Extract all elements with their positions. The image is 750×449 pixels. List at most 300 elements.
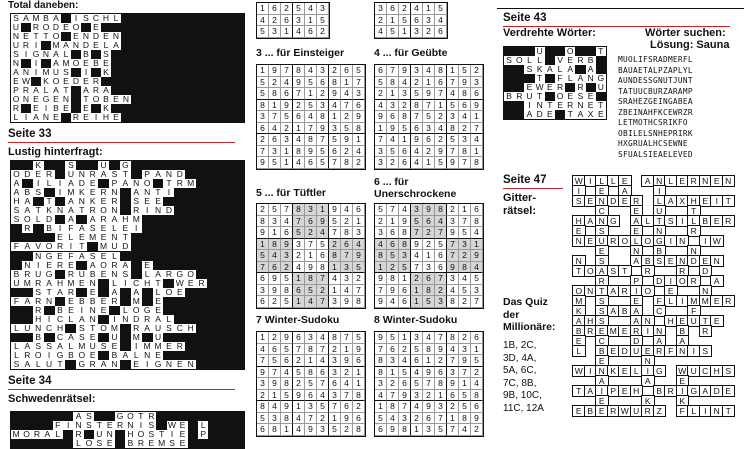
grid-cell: A — [608, 306, 620, 316]
grid-cell: I — [33, 261, 44, 270]
grid-cell: E — [11, 77, 21, 86]
sudoku-cell: 4 — [447, 344, 459, 356]
grid-cell — [700, 306, 712, 316]
verdrehte-woerter-label: Verdrehte Wörter: — [503, 27, 596, 39]
grid-cell: R — [109, 297, 120, 306]
grid-cell: T — [654, 216, 666, 226]
sudoku-cell: 2 — [257, 134, 269, 146]
sudoku-cell: 2 — [411, 413, 423, 425]
grid-cell: R — [575, 56, 585, 65]
crossword-grid-4 — [10, 411, 245, 449]
grid-cell: U — [52, 67, 60, 77]
grid-cell: A — [42, 430, 52, 439]
sudoku-cell: 5 — [411, 216, 423, 228]
sudoku-cell: 3 — [353, 227, 365, 239]
sudoku-cell: 2 — [329, 65, 341, 77]
grid-cell: S — [61, 68, 71, 77]
sudoku-cell: 4 — [399, 77, 411, 89]
sudoku-cell: 2 — [317, 413, 329, 425]
sudoku-cell: 9 — [423, 401, 435, 413]
sudoku-cell: 9 — [305, 262, 317, 274]
grid-cell: R — [665, 386, 677, 396]
grid-cell: D — [619, 346, 631, 356]
sudoku-cell: 4 — [375, 390, 387, 402]
grid-cell — [207, 233, 218, 242]
quiz-title-line: Millionäre: — [503, 321, 556, 333]
grid-cell: N — [44, 297, 55, 306]
sudoku-cell: 1 — [399, 26, 411, 38]
grid-cell: N — [22, 261, 33, 270]
sudoku-cell: 1 — [293, 401, 305, 413]
grid-cell — [207, 342, 218, 351]
grid-cell: L — [163, 315, 174, 324]
sudoku-cell: 1 — [447, 413, 459, 425]
sudoku-cell: 2 — [293, 250, 305, 262]
grid-cell: N — [711, 256, 723, 266]
grid-cell: E — [596, 246, 608, 256]
grid-cell: B — [22, 188, 33, 197]
grid-cell: N — [87, 279, 98, 288]
sudoku-cell: 8 — [317, 111, 329, 123]
grid-cell: E — [545, 110, 555, 119]
grid-cell — [700, 376, 712, 386]
grid-cell: E — [55, 252, 66, 261]
grid-cell: N — [82, 31, 90, 41]
grid-cell: I — [21, 50, 31, 59]
grid-cell — [619, 356, 631, 366]
sudoku-cell: 8 — [305, 344, 317, 356]
grid-cell: S — [101, 50, 111, 59]
grid-cell: D — [654, 276, 666, 286]
sudoku-cell: 5 — [281, 296, 293, 308]
grid-cell — [723, 346, 735, 356]
grid-cell: A — [109, 215, 120, 224]
grid-cell: M — [67, 187, 75, 197]
sudoku-cell: 2 — [459, 123, 471, 135]
sudoku-partial-2 — [374, 2, 448, 39]
sudoku-cell: 6 — [305, 390, 317, 402]
grid-cell — [174, 188, 185, 197]
grid-cell: R — [87, 170, 98, 179]
sudoku-cell: 2 — [281, 3, 293, 15]
sudoku-cell: 8 — [305, 134, 317, 146]
grid-cell: R — [65, 270, 76, 279]
sudoku-cell: 9 — [293, 77, 305, 89]
sudoku-cell: 2 — [269, 332, 281, 344]
grid-cell: U — [535, 47, 545, 56]
grid-cell — [153, 215, 164, 224]
grid-cell: E — [177, 421, 187, 430]
sudoku-cell: 5 — [411, 378, 423, 390]
sudoku-cell: 1 — [305, 355, 317, 367]
grid-cell: R — [32, 430, 42, 439]
grid-cell: L — [142, 270, 153, 279]
sudoku-cell: 5 — [387, 26, 399, 38]
sudoku-cell: 2 — [269, 77, 281, 89]
sudoku-cell: 3 — [411, 332, 423, 344]
grid-cell: L — [33, 360, 44, 369]
grid-cell: T — [535, 92, 545, 101]
sudoku-cell: 7 — [305, 239, 317, 251]
sudoku-cell: 4 — [305, 65, 317, 77]
sudoku-cell: 8 — [305, 367, 317, 379]
sudoku-8 — [374, 331, 484, 437]
grid-cell — [665, 406, 677, 416]
grid-cell — [174, 297, 185, 306]
sudoku-cell: 6 — [281, 88, 293, 100]
grid-cell — [642, 196, 654, 206]
sudoku-cell: 8 — [447, 296, 459, 308]
grid-cell: A — [153, 315, 164, 324]
grid-cell — [504, 101, 514, 110]
sudoku-cell: 9 — [471, 100, 483, 112]
sudoku-cell: 5 — [411, 344, 423, 356]
sudoku-cell: 7 — [293, 216, 305, 228]
sudoku-cell: 9 — [329, 204, 341, 216]
sudoku-cell: 8 — [375, 355, 387, 367]
sudoku-cell: 4 — [353, 239, 365, 251]
grid-cell: R — [631, 196, 643, 206]
grid-cell — [585, 276, 597, 286]
sudoku-cell: 7 — [269, 367, 281, 379]
sudoku-cell: 9 — [281, 239, 293, 251]
sudoku-cell: 2 — [423, 239, 435, 251]
grid-cell: I — [677, 216, 689, 226]
grid-cell — [208, 412, 218, 421]
sudoku-cell: 5 — [399, 367, 411, 379]
sudoku-cell: 1 — [423, 355, 435, 367]
grid-cell: U — [98, 161, 109, 170]
grid-cell — [688, 236, 700, 246]
sudoku-title-5: 5 ... für Tüftler — [256, 187, 327, 199]
grid-cell — [156, 412, 166, 421]
grid-cell: H — [688, 196, 700, 206]
sudoku-cell: 3 — [399, 88, 411, 100]
section-title-33: Seite 33 — [8, 127, 235, 143]
sudoku-cell: 8 — [411, 100, 423, 112]
grid-cell — [196, 315, 207, 324]
grid-cell: S — [596, 296, 608, 306]
sudoku-cell: 2 — [411, 273, 423, 285]
grid-cell: U — [596, 236, 608, 246]
sudoku-cell: 3 — [257, 111, 269, 123]
grid-cell — [677, 226, 689, 236]
sudoku-cell: 7 — [387, 390, 399, 402]
grid-cell — [619, 206, 631, 216]
grid-cell: F — [688, 306, 700, 316]
sudoku-cell: 1 — [459, 204, 471, 216]
grid-cell: N — [654, 326, 666, 336]
gitter-label-1: Gitter- — [503, 192, 536, 204]
sudoku-cell: 3 — [269, 146, 281, 158]
grid-cell: N — [535, 101, 545, 110]
grid-cell: L — [596, 176, 608, 186]
grid-cell — [631, 186, 643, 196]
grid-cell — [188, 421, 198, 430]
grid-cell: I — [71, 14, 81, 23]
sudoku-cell: 6 — [387, 111, 399, 123]
sudoku-cell: 3 — [459, 239, 471, 251]
grid-cell: O — [185, 270, 196, 279]
sudoku-cell: 4 — [305, 3, 317, 15]
sudoku-cell: 7 — [281, 65, 293, 77]
grid-cell — [185, 161, 196, 170]
sudoku-cell: 4 — [411, 401, 423, 413]
sudoku-cell: 2 — [435, 355, 447, 367]
grid-cell — [723, 226, 735, 236]
sudoku-cell: 8 — [257, 216, 269, 228]
sudoku-cell: 7 — [447, 355, 459, 367]
grid-cell — [207, 288, 218, 297]
grid-cell: E — [665, 256, 677, 266]
sudoku-cell: 1 — [399, 134, 411, 146]
grid-cell — [207, 197, 218, 206]
grid-cell: N — [586, 74, 596, 83]
sudoku-cell: 4 — [317, 332, 329, 344]
grid-cell: R — [555, 83, 565, 92]
grid-cell — [53, 439, 63, 448]
sudoku-cell: 6 — [459, 100, 471, 112]
word-search-row: SRAHEZGEINGABEA — [618, 97, 693, 106]
grid-cell — [111, 50, 121, 59]
grid-cell: I — [167, 430, 177, 439]
grid-cell: M — [78, 341, 86, 351]
grid-cell: L — [11, 113, 21, 122]
sudoku-cell: 3 — [329, 355, 341, 367]
grid-cell — [163, 242, 174, 251]
grid-cell: L — [565, 74, 575, 83]
grid-cell: M — [89, 232, 97, 242]
sudoku-cell: 1 — [375, 262, 387, 274]
grid-cell: S — [76, 324, 87, 333]
grid-cell: U — [631, 346, 643, 356]
grid-cell — [723, 316, 735, 326]
grid-cell — [585, 346, 597, 356]
grid-cell — [163, 215, 174, 224]
grid-cell — [111, 68, 121, 77]
sudoku-cell: 5 — [317, 146, 329, 158]
sudoku-cell: 4 — [459, 424, 471, 436]
sudoku-cell: 4 — [447, 285, 459, 297]
grid-cell: D — [52, 22, 60, 32]
sudoku-cell: 7 — [459, 157, 471, 169]
grid-cell: R — [514, 92, 524, 101]
grid-cell — [22, 306, 33, 315]
grid-cell: R — [688, 276, 700, 286]
grid-cell: E — [153, 306, 164, 315]
sudoku-cell: 1 — [305, 88, 317, 100]
grid-cell — [153, 233, 164, 242]
sudoku-cell: 8 — [423, 344, 435, 356]
grid-cell: A — [596, 376, 608, 386]
grid-cell: E — [596, 396, 608, 406]
grid-cell — [700, 396, 712, 406]
grid-cell — [185, 197, 196, 206]
grid-cell — [163, 233, 174, 242]
grid-cell: A — [76, 224, 87, 233]
grid-cell — [121, 41, 131, 50]
sudoku-cell: 6 — [341, 65, 353, 77]
grid-cell: S — [33, 188, 44, 197]
grid-cell — [208, 439, 218, 448]
sudoku-cell: 1 — [423, 250, 435, 262]
grid-cell: R — [565, 101, 575, 110]
sudoku-cell: 9 — [269, 378, 281, 390]
grid-cell — [677, 356, 689, 366]
grid-cell: A — [55, 342, 66, 351]
grid-cell: X — [677, 196, 689, 206]
grid-cell: E — [596, 186, 608, 196]
grid-cell: S — [87, 252, 98, 261]
grid-cell: G — [688, 386, 700, 396]
sudoku-cell: 2 — [471, 65, 483, 77]
grid-cell: N — [573, 256, 585, 266]
sudoku-cell: 8 — [281, 378, 293, 390]
grid-cell: E — [91, 23, 101, 32]
sudoku-cell: 8 — [293, 65, 305, 77]
grid-cell: E — [631, 206, 643, 216]
grid-cell: O — [33, 351, 44, 360]
sudoku-cell: 6 — [375, 65, 387, 77]
sudoku-cell: 3 — [399, 250, 411, 262]
sudoku-cell: 1 — [435, 390, 447, 402]
grid-cell: U — [654, 206, 666, 216]
grid-cell: A — [111, 41, 121, 50]
sudoku-cell: 3 — [375, 3, 387, 15]
grid-cell — [196, 224, 207, 233]
grid-cell — [120, 188, 131, 197]
grid-cell: I — [44, 351, 55, 360]
sudoku-cell: 5 — [375, 413, 387, 425]
grid-cell — [121, 113, 131, 122]
grid-cell — [11, 306, 22, 315]
sudoku-cell: 6 — [411, 123, 423, 135]
sudoku-cell: 6 — [317, 367, 329, 379]
sudoku-cell: 5 — [471, 355, 483, 367]
grid-cell: E — [61, 104, 71, 113]
grid-cell: T — [81, 95, 91, 104]
grid-cell: E — [87, 351, 98, 360]
grid-cell: L — [535, 56, 545, 65]
sudoku-cell: 9 — [281, 100, 293, 112]
grid-cell — [153, 252, 164, 261]
grid-cell: N — [654, 176, 666, 186]
grid-cell — [207, 188, 218, 197]
grid-cell — [55, 161, 66, 170]
grid-cell — [608, 206, 620, 216]
sudoku-cell: 4 — [281, 367, 293, 379]
grid-cell: I — [573, 186, 585, 196]
sudoku-cell: 2 — [293, 100, 305, 112]
grid-cell: R — [72, 112, 80, 122]
grid-cell: H — [55, 324, 66, 333]
grid-cell: L — [44, 179, 55, 188]
grid-cell: E — [174, 288, 185, 297]
grid-cell: U — [153, 324, 164, 333]
gitter-grid — [573, 176, 734, 416]
sudoku-cell: 5 — [257, 88, 269, 100]
grid-cell — [196, 288, 207, 297]
grid-cell: E — [21, 32, 31, 41]
grid-cell: A — [44, 279, 55, 288]
grid-cell: E — [71, 32, 81, 41]
grid-cell: I — [642, 366, 654, 376]
grid-cell: F — [65, 224, 76, 233]
grid-cell — [163, 252, 174, 261]
grid-cell: E — [111, 95, 121, 104]
grid-cell: U — [688, 366, 700, 376]
sudoku-cell: 6 — [317, 77, 329, 89]
sudoku-cell: 4 — [411, 146, 423, 158]
sudoku-cell: 1 — [353, 367, 365, 379]
grid-cell: A — [575, 110, 585, 119]
grid-cell — [142, 288, 153, 297]
grid-cell: L — [73, 439, 83, 448]
sudoku-cell: 4 — [375, 100, 387, 112]
sudoku-cell: 6 — [281, 355, 293, 367]
sudoku-cell: 7 — [411, 111, 423, 123]
grid-cell: I — [700, 406, 712, 416]
grid-cell: A — [153, 270, 164, 279]
grid-cell — [700, 186, 712, 196]
grid-cell: C — [596, 206, 608, 216]
sudoku-cell: 7 — [387, 65, 399, 77]
grid-cell: N — [55, 206, 66, 215]
sudoku-cell: 9 — [305, 424, 317, 436]
grid-cell: M — [110, 323, 118, 333]
sudoku-cell: 8 — [423, 285, 435, 297]
grid-cell: R — [596, 276, 608, 286]
grid-cell — [723, 256, 735, 266]
grid-cell: U — [33, 270, 44, 279]
grid-cell: A — [51, 86, 61, 95]
grid-cell: L — [41, 86, 51, 95]
grid-cell: U — [22, 324, 33, 333]
grid-cell: R — [33, 306, 44, 315]
grid-cell: O — [131, 306, 142, 315]
grid-cell: I — [585, 176, 597, 186]
grid-cell: K — [573, 306, 585, 316]
grid-cell: E — [608, 346, 620, 356]
sudoku-cell: 4 — [411, 367, 423, 379]
grid-cell — [608, 226, 620, 236]
grid-cell — [121, 59, 131, 68]
grid-cell: T — [76, 242, 87, 251]
grid-cell: A — [76, 315, 87, 324]
grid-cell — [185, 333, 196, 342]
sudoku-cell: 8 — [281, 413, 293, 425]
grid-cell — [700, 356, 712, 366]
grid-cell: A — [586, 65, 596, 74]
grid-cell: R — [32, 22, 40, 32]
grid-cell — [665, 396, 677, 406]
grid-cell: K — [535, 65, 545, 74]
grid-cell: E — [596, 110, 606, 119]
grid-cell: E — [619, 326, 631, 336]
sudoku-cell: 3 — [375, 227, 387, 239]
grid-cell — [723, 276, 735, 286]
grid-cell — [688, 336, 700, 346]
sudoku-cell: 1 — [305, 250, 317, 262]
grid-cell: G — [32, 49, 40, 59]
grid-cell — [631, 266, 643, 276]
grid-cell: N — [142, 351, 153, 360]
grid-cell: O — [85, 438, 93, 448]
sudoku-cell: 9 — [387, 285, 399, 297]
grid-cell: M — [132, 332, 140, 342]
grid-cell — [723, 266, 735, 276]
sudoku-cell: 1 — [329, 262, 341, 274]
